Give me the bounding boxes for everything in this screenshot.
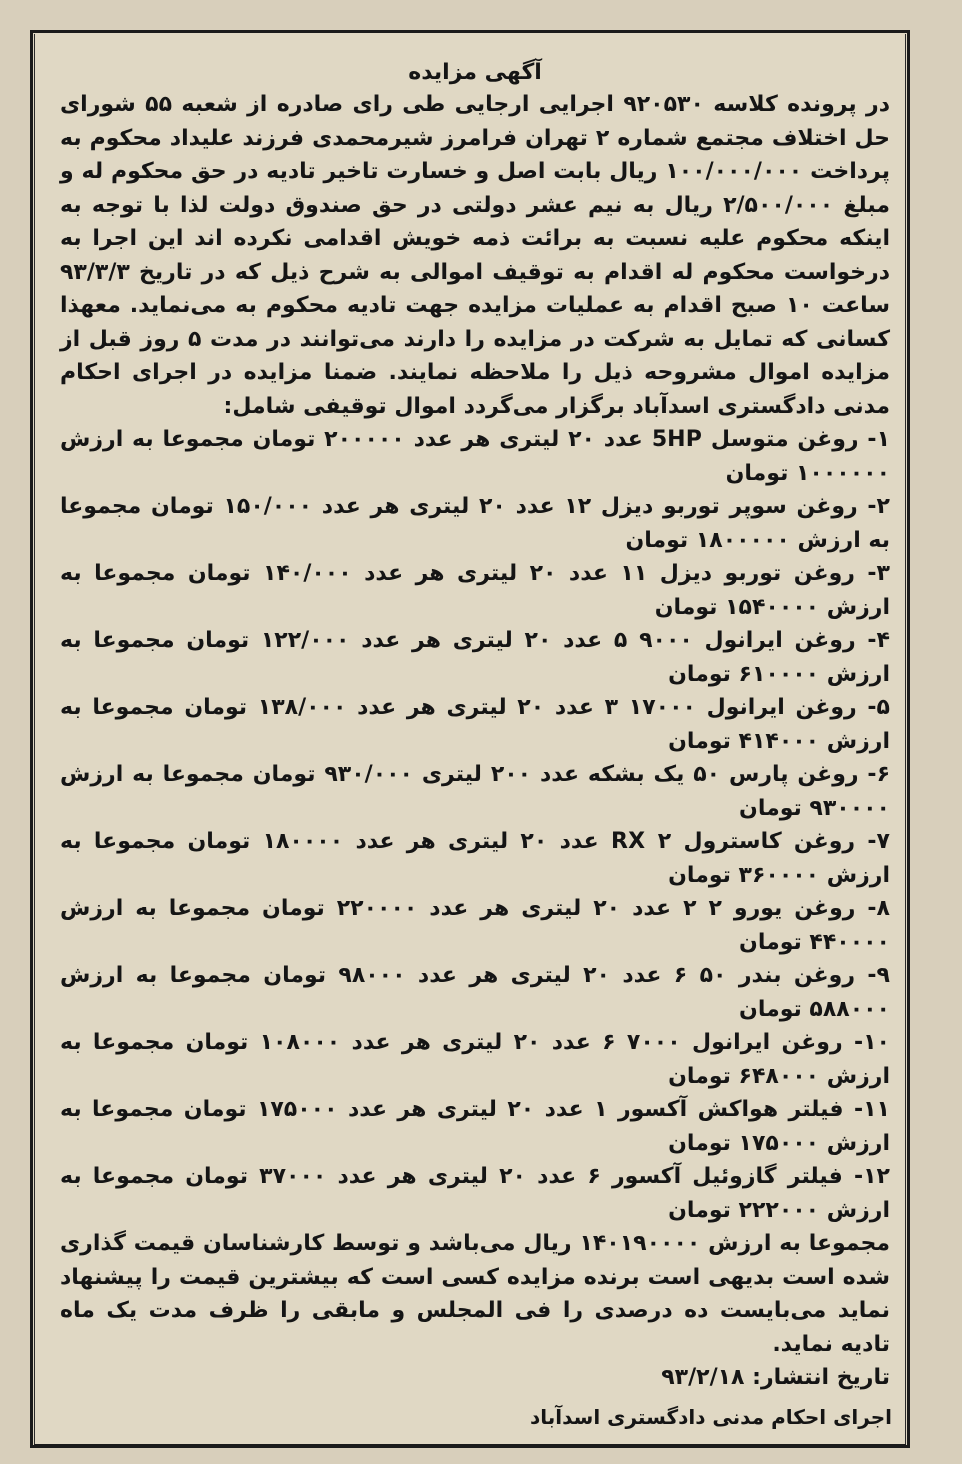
notice-content	[60, 58, 890, 1395]
list-item: ۱- روغن متوسل 5HP عدد ۲۰ لیتری هر عدد ۲۰۰۰۰۰ تومان مجموعا به ارزش ۱۰۰۰۰۰۰ تومان	[60, 427, 890, 486]
seized-items-list	[60, 423, 890, 1227]
notice-intro: در پرونده کلاسه ۹۲۰۵۳۰ اجرایی ارجایی طی رای صادره از شعبه ۵۵ شورای حل اختلاف مجتمع شماره ۲ تهران فرامرز شیرمحمدی فرزند علیداد محکوم به پرداخت ۱۰۰/۰۰۰/۰۰۰ ریال بابت اصل و خسارت تاخیر تادیه در حق محکوم له و مبلغ ۲/۵۰۰/۰۰۰ ریال به نیم عشر دولتی در حق صندوق دولت لذا با توجه به اینکه محکوم علیه نسبت به برائت ذمه خویش اقدامی نکرده اند این اجرا به درخواست محکوم له اقدام به توقیف اموالی به شرح ذیل که در تاریخ ۹۳/۳/۳ ساعت ۱۰ صبح اقدام به عملیات مزایده جهت تادیه محکوم به می‌نماید. معهذا کسانی که تمایل به شرکت در مزایده را دارند می‌توانند در مدت ۵ روز قبل از مزایده اموال مشروحه ذیل را ملاحظه نمایند. ضمنا مزایده در اجرای احکام مدنی دادگستری اسدآباد برگزار می‌گردد اموال توقیفی شامل:	[60, 92, 891, 419]
list-item: ۸- روغن یورو ۲ ۲ عدد ۲۰ لیتری هر عدد ۲۲۰۰۰۰ تومان مجموعا به ارزش ۴۴۰۰۰۰ تومان	[60, 896, 890, 955]
bottom-rule	[34, 1444, 906, 1447]
list-item: ۷- روغن کاسترول RX ۲ عدد ۲۰ لیتری هر عدد ۱۸۰۰۰۰ تومان مجموعا به ارزش ۳۶۰۰۰۰ تومان	[60, 829, 890, 888]
list-item: ۶- روغن پارس ۵۰ یک بشکه عدد ۲۰۰ لیتری ۹۳۰/۰۰۰ تومان مجموعا به ارزش ۹۳۰۰۰۰ تومان	[60, 762, 890, 821]
list-item: ۱۲- فیلتر گازوئیل آکسور ۶ عدد ۲۰ لیتری هر عدد ۳۷۰۰۰ تومان مجموعا به ارزش ۲۲۲۰۰۰ تومان	[60, 1164, 890, 1223]
list-item: ۳- روغن توربو دیزل ۱۱ عدد ۲۰ لیتری هر عدد ۱۴۰/۰۰۰ تومان مجموعا به ارزش ۱۵۴۰۰۰۰ تومان	[60, 561, 890, 620]
list-item: ۱۰- روغن ایرانول ۷۰۰۰ ۶ عدد ۲۰ لیتری هر عدد ۱۰۸۰۰۰ تومان مجموعا به ارزش ۶۴۸۰۰۰ تومان	[60, 1030, 890, 1089]
list-item: ۲- روغن سوپر توربو دیزل ۱۲ عدد ۲۰ لیتری هر عدد ۱۵۰/۰۰۰ تومان مجموعا به ارزش ۱۸۰۰۰۰۰ تومان	[60, 494, 890, 553]
notice-title: آگهی مزایده	[408, 60, 542, 85]
publish-date-label: تاریخ انتشار:	[752, 1365, 890, 1390]
list-item: ۴- روغن ایرانول ۹۰۰۰ ۵ عدد ۲۰ لیتری هر عدد ۱۲۲/۰۰۰ تومان مجموعا به ارزش ۶۱۰۰۰۰ تومان	[60, 628, 890, 687]
notice-signature: اجرای احکام مدنی دادگستری اسدآباد	[529, 1405, 892, 1429]
list-item: ۱۱- فیلتر هواکش آکسور ۱ عدد ۲۰ لیتری هر عدد ۱۷۵۰۰۰ تومان مجموعا به ارزش ۱۷۵۰۰۰ تومان	[60, 1097, 890, 1156]
publish-date-value: ۹۳/۲/۱۸	[661, 1365, 745, 1390]
publish-date	[60, 1361, 890, 1395]
list-item: ۵- روغن ایرانول ۱۷۰۰۰ ۳ عدد ۲۰ لیتری هر عدد ۱۳۸/۰۰۰ تومان مجموعا به ارزش ۴۱۴۰۰۰ تومان	[60, 695, 890, 754]
notice-closing: مجموعا به ارزش ۱۴۰۱۹۰۰۰۰ ریال می‌باشد و توسط کارشناسان قیمت گذاری شده است بدیهی است برنده مزایده کسی است که بیشترین قیمت را پیشنهاد نماید می‌بایست ده درصدی را فی المجلس و مابقی را ظرف مدت یک ماه تادیه نماید.	[60, 1231, 890, 1357]
list-item: ۹- روغن بندر ۵۰ ۶ عدد ۲۰ لیتری هر عدد ۹۸۰۰۰ تومان مجموعا به ارزش ۵۸۸۰۰۰ تومان	[60, 963, 890, 1022]
